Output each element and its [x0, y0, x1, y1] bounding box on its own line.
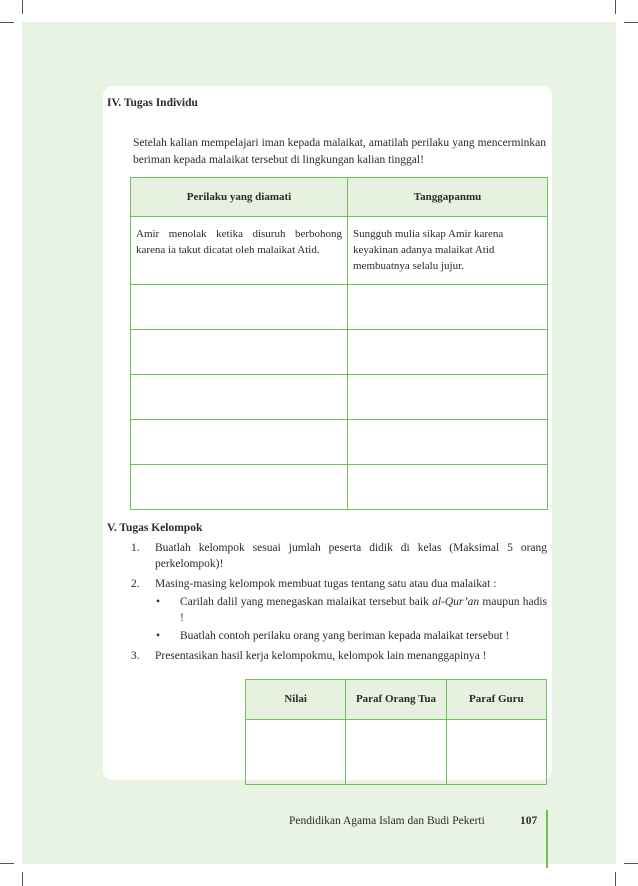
crop-mark	[624, 22, 638, 23]
column-header: Perilaku yang diamati	[131, 178, 348, 217]
list-item: Masing-masing kelompok membuat tugas tentang satu atau dua malaikat :	[155, 578, 497, 590]
crop-mark	[22, 0, 23, 14]
list-item: Buatlah kelompok sesuai jumlah peserta didik di kelas (Maksimal 5 orang perkelompok)!	[155, 542, 547, 570]
section-5-heading: V. Tugas Kelompok	[107, 522, 203, 534]
column-header: Nilai	[246, 680, 346, 720]
column-header: Paraf Orang Tua	[346, 680, 446, 720]
column-header: Paraf Guru	[446, 680, 546, 720]
table-cell[interactable]	[131, 375, 348, 420]
table-row	[131, 330, 548, 375]
bullet-icon: •	[156, 630, 161, 642]
column-header: Tanggapanmu	[348, 178, 548, 217]
table-cell[interactable]	[348, 375, 548, 420]
score-table	[245, 679, 547, 785]
bullet-text: maupun hadis !	[180, 596, 547, 624]
table-row	[131, 465, 548, 510]
table-row	[131, 375, 548, 420]
bullet-text: Carilah dalil yang menegaskan malaikat tersebut baik	[180, 596, 433, 608]
crop-mark	[0, 22, 14, 23]
table-cell[interactable]	[131, 465, 348, 510]
table-cell[interactable]	[348, 420, 548, 465]
page-number: 107	[520, 815, 538, 827]
table-cell[interactable]	[348, 330, 548, 375]
list-number: 1.	[131, 542, 140, 554]
teacher-signature-cell[interactable]	[446, 720, 546, 785]
footer-rule	[546, 810, 548, 868]
list-number: 2.	[131, 578, 140, 590]
table-cell[interactable]	[131, 330, 348, 375]
bullet-text: Buatlah contoh perilaku orang yang beriman kepada malaikat tersebut !	[180, 630, 510, 642]
score-cell[interactable]	[246, 720, 346, 785]
table-cell[interactable]	[348, 465, 548, 510]
crop-mark	[0, 863, 14, 864]
crop-mark	[22, 872, 23, 886]
table-row	[131, 217, 548, 285]
section-4-instruction: Setelah kalian mempelajari iman kepada malaikat, amatilah perilaku yang mencerminkan beriman kepada malaikat tersebut di lingkungan kalian tinggal!	[133, 137, 546, 166]
parent-signature-cell[interactable]	[346, 720, 446, 785]
table-cell[interactable]	[131, 420, 348, 465]
crop-mark	[624, 863, 638, 864]
table-row	[246, 720, 547, 785]
list-number: 3.	[131, 650, 140, 662]
table-cell: Amir menolak ketika disuruh berbohong karena ia takut dicatat oleh malaikat Atid.	[131, 217, 348, 285]
table-cell: Sungguh mulia sikap Amir karena keyakinan adanya malaikat Atid membuatnya selalu jujur.	[348, 217, 548, 285]
section-4-heading: IV. Tugas Individu	[107, 97, 198, 109]
table-header-row	[131, 178, 548, 217]
table-cell[interactable]	[348, 285, 548, 330]
crop-mark	[615, 872, 616, 886]
table-header-row	[246, 680, 547, 720]
bullet-icon: •	[156, 596, 161, 608]
crop-mark	[615, 0, 616, 14]
bullet-emphasis: al-Qur’an	[432, 596, 480, 608]
table-row	[131, 420, 548, 465]
book-title: Pendidikan Agama Islam dan Budi Pekerti	[289, 815, 485, 827]
list-item: Presentasikan hasil kerja kelompokmu, kelompok lain menanggapinya !	[155, 650, 487, 662]
table-cell[interactable]	[131, 285, 348, 330]
observation-table	[130, 177, 548, 510]
table-row	[131, 285, 548, 330]
